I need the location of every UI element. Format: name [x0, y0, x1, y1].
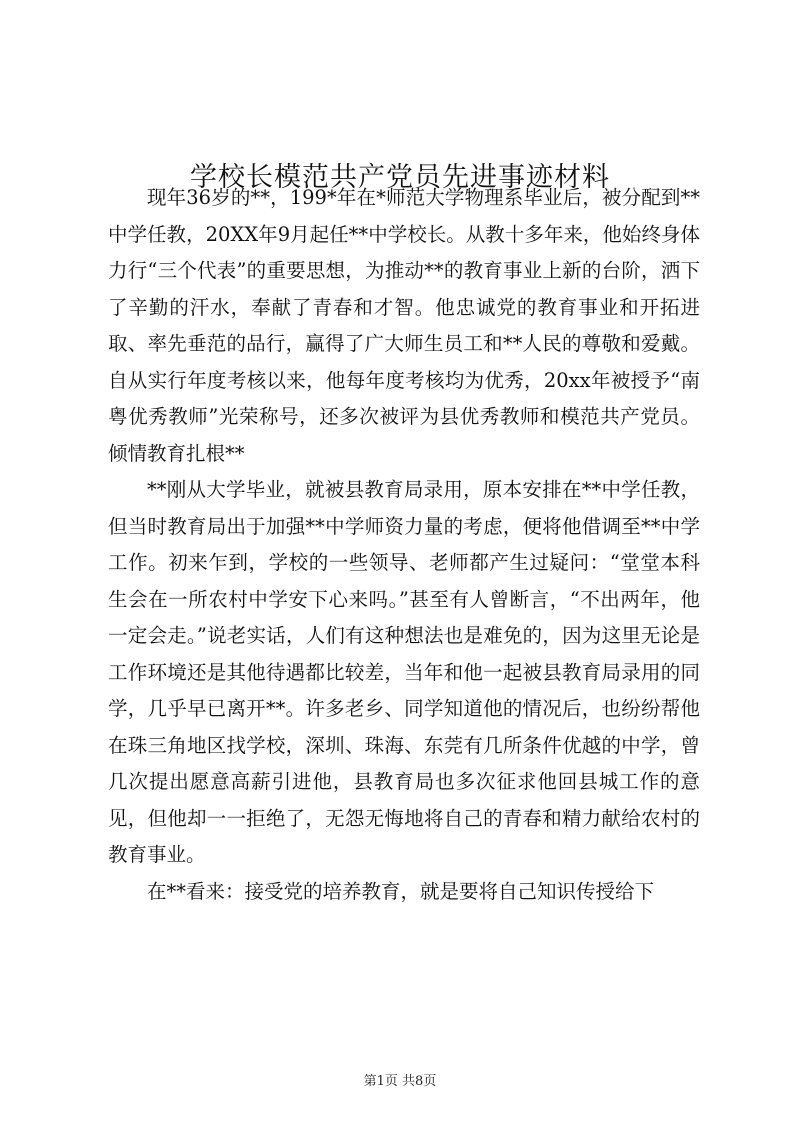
- document-title: 学校长模范共产党员先进事迹材料: [190, 162, 610, 194]
- paragraph-2: **刚从大学毕业，就被县教育局录用，原本安排在**中学任教，但当时教育局出于加强**中学师资力量的考虑，便将他借调至**中学工作。初来乍到，学校的一些领导、老师都产生过疑问：“堂堂本科生会在一所农村中学安下心来吗。”甚至有人曾断言，“不出两年，他一定会走。”说老实话，人们有这种想法也是难免的，因为这里无论是工作环境还是其他待遇都比较差，当年和他一起被县教育局录用的同学，几乎早已离开**。许多老乡、同学知道他的情况后，也纷纷帮他在珠三角地区找学校，深圳、珠海、东莞有几所条件优越的中学，曾几次提出愿意高薪引进他，县教育局也多次征求他回县城工作的意见，但他却一一拒绝了，无怨无悔地将自己的青春和精力献给农村的教育事业。: [108, 478, 700, 866]
- page-number-footer: 第1页 共8页: [363, 1074, 437, 1089]
- document-body: [108, 180, 700, 910]
- paragraph-1: 现年36岁的**，199*年在*师范大学物理系毕业后，被分配到**中学任教，20XX年9月起任**中学校长。从教十多年来，他始终身体力行“三个代表”的重要思想，为推动**的教育事业上新的台阶，洒下了辛勤的汗水，奉献了青春和才智。他忠诚党的教育事业和开拓进取、率先垂范的品行，赢得了广大师生员工和**人民的尊敬和爱戴。自从实行年度考核以来，他每年度考核均为优秀，20xx年被授予“南粤优秀教师”光荣称号，还多次被评为县优秀教师和模范共产党员。倾情教育扎根**: [108, 186, 700, 465]
- paragraph-3: 在**看来：接受党的培养教育，就是要将自己知识传授给下: [147, 879, 655, 903]
